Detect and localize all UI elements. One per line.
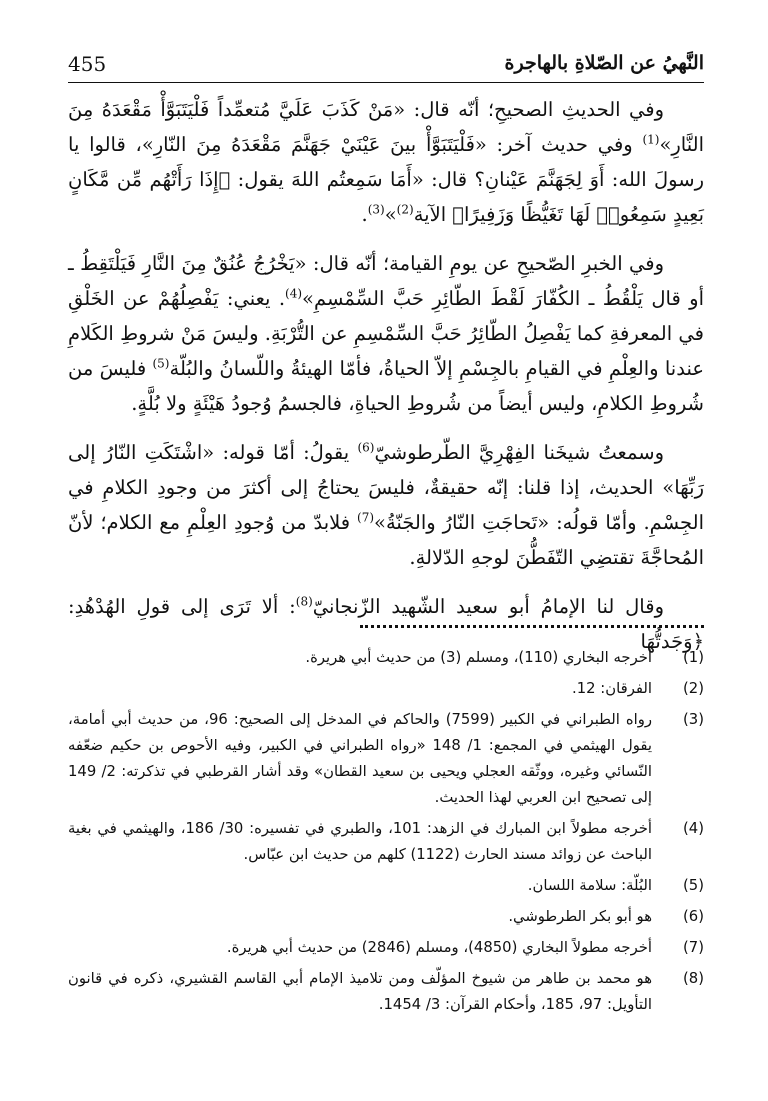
footnote <box>68 935 704 961</box>
footnotes <box>68 645 704 1023</box>
footnote-ref: (1) <box>642 132 660 147</box>
footnote-text: أخرجه مطولاً ابن المبارك في الزهد: 101، والطبري في تفسيره: 30/ 186، والهيثمي في بغية الباحث عن زوائد مسند الحارث (1122) كلهم من حديث ابن عبّاس. <box>68 820 652 863</box>
footnote-number: (8) <box>683 970 704 987</box>
footnote-ref: (5) <box>152 356 170 371</box>
page-number: 455 <box>68 52 107 76</box>
footnote-text: الفرقان: 12. <box>572 680 652 697</box>
footnote-text: هو أبو بكر الطرطوشي. <box>508 908 652 925</box>
footnote <box>68 966 704 1018</box>
footnote-number: (5) <box>683 877 704 894</box>
footnote-ref: (8) <box>295 594 313 609</box>
footnote-number: (6) <box>683 908 704 925</box>
footnote-ref: (2) <box>396 202 414 217</box>
text-span: وفي الخبرِ الصّحيحِ عن يومِ القيامة؛ أنّه قال: «يَخْرُجُ عُنُقٌ مِنَ النَّارِ فَيَلْتَقِطُ ـ أو قال يَلْقُطُ ـ الكُفّارَ لَقْطَ الطّائِرِ حَبَّ السِّمْسِمِ» <box>68 252 704 310</box>
footnote-text: هو محمد بن طاهر من شيوخ المؤلّف ومن تلاميذ الإمام أبي القاسم القشيري، ذكره في قانون التأويل: 97، 185، وأحكام القرآن: 3/ 1454. <box>68 970 652 1013</box>
footnote-number: (1) <box>683 649 704 666</box>
text-span: : ألا تَرَى إلى قولِ الهُدْهُدِ: ﴿وَجَدتُّهَا <box>68 595 704 653</box>
page-header <box>68 46 704 83</box>
text-span: يقولُ: أمّا قوله: «اشْتَكَتِ النّارُ إلى رَبِّهَا» الحديث، إذا قلنا: إنّه حقيقةٌ، فليسَ يحتاجُ إلى أكثرَ من وجودِ الكلامِ في الجِسْمِ. وأمّا قولُه: «تَحاجَتِ النّارُ والجَنّةُ» <box>68 441 705 534</box>
footnote-text: أخرجه مطولاً البخاري (4850)، ومسلم (2846) من حديث أبي هريرة. <box>226 939 652 956</box>
footnote-number: (4) <box>683 820 704 837</box>
main-text <box>68 92 704 659</box>
footnote <box>68 873 704 899</box>
text-span: فلابدّ من وُجودِ العِلْمِ مع الكلام؛ لأنّ المُحاجَّةَ تقتضِي التّفَطُّنَ لوجهِ الدّلالةِ. <box>68 511 704 569</box>
paragraph <box>68 435 704 575</box>
text-span: وقال لنا الإمامُ أبو سعيد الشّهيد الزّنجانيّ <box>312 595 664 618</box>
text-span: وسمعتُ شيخَنا الفِهْرِيَّ الطّرطوشيّ <box>374 441 664 464</box>
text-span: » <box>384 203 397 226</box>
footnote <box>68 904 704 930</box>
footnote-number: (2) <box>683 680 704 697</box>
text-span: وفي الحديثِ الصحيحِ؛ أنّه قال: «مَنْ كَذَبَ عَلَيَّ مُتعمِّداً فَلْيَتَبَوَّأْ مَقْعَدَهُ مِنَ النَّارِ» <box>68 98 704 156</box>
paragraph <box>68 246 704 421</box>
footnote <box>68 645 704 671</box>
paragraph <box>68 92 704 232</box>
text-span: . يعني: يَفْصِلُهُمْ عن الخَلْقِ في المعرفةِ كما يَفْصِلُ الطّائِرُ حَبَّ السِّمْسِمِ عن التُّرْبَةِ. وليسَ مَنْ شروطِ الكَلامِ عندنا والعِلْمِ في القيامِ بالجِسْمِ إلاّ الحياةُ، فأمّا الهيئةُ واللّسانُ والبُلّة <box>68 287 704 380</box>
footnote-ref: (3) <box>367 202 385 217</box>
footnote <box>68 676 704 702</box>
footnote-ref: (6) <box>357 440 375 455</box>
footnote-text: البُلّة: سلامة اللسان. <box>527 877 652 894</box>
text-span: فليسَ من شُروطِ الكلامِ، وليس أيضاً من شُروطِ الحياةِ، فالجسمُ وُجودُ هَيْئَةٍ ولا بُلَّةٍ. <box>68 357 704 415</box>
footnote-text: رواه الطبراني في الكبير (7599) والحاكم في المدخل إلى الصحيح: 96، من حديث أبي أمامة، يقول الهيثمي في المجمع: 1/ 148 «رواه الطبراني في الكبير، وفيه الأحوص بن حكيم ضعّفه النّسائي وغيره، ووثّقه العجلي ويحيى بن سعيد القطان» وقد أشار القرطبي في تذكرته: 2/ 149 إلى تصحيح ابن العربي لهذا الحديث. <box>68 711 652 806</box>
footnote-number: (3) <box>683 711 704 728</box>
footnote-text: أخرجه البخاري (110)، ومسلم (3) من حديث أبي هريرة. <box>305 649 652 666</box>
footnote <box>68 816 704 868</box>
footnote-number: (7) <box>683 939 704 956</box>
footnote-separator <box>360 625 704 634</box>
footnote <box>68 707 704 811</box>
running-head: النَّهيُ عن الصّلاةِ بالهاجرة <box>504 52 704 74</box>
text-span: وفي حديث آخر: «فَلْيَتَبَوَّأْ بينَ عَيْنَيْ جَهَنَّمَ مَقْعَدَهُ مِنَ النّارِ»، قالوا يا رسولَ الله: أَوَ لِجَهَنَّمَ عَيْنانِ؟ قال: «أَمَا سَمِعتُم اللهَ يقول: ﴿إِذَا رَأَتْهُم مِّن مَّكَانٍ بَعِيدٍ سَمِعُوا۟ لَهَا تَغَيُّظًا وَزَفِيرًا﴾ الآية <box>68 133 704 226</box>
footnote-ref: (7) <box>357 510 375 525</box>
footnote-ref: (4) <box>285 286 303 301</box>
text-span: . <box>361 203 368 226</box>
